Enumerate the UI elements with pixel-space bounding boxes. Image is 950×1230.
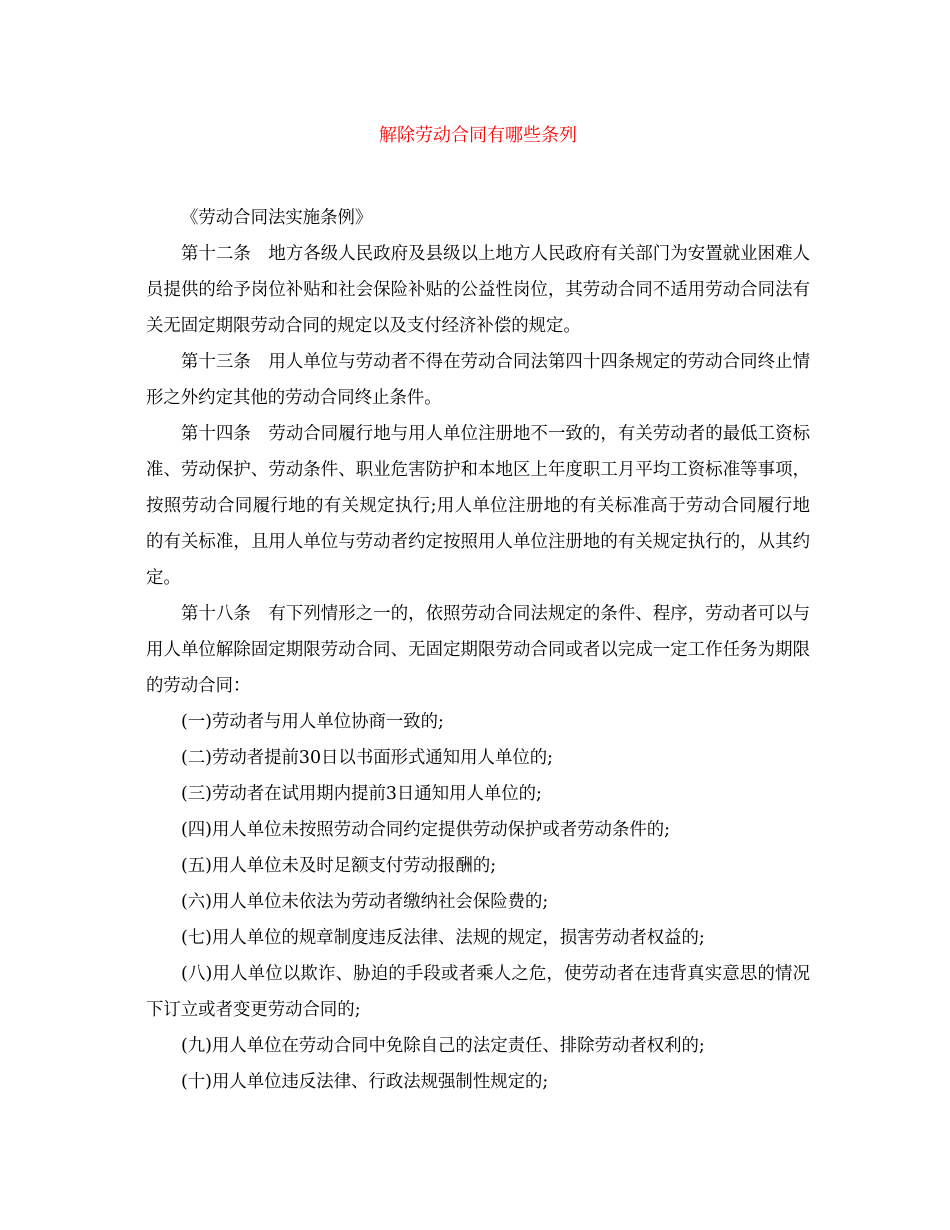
list-item: (六)用人单位未依法为劳动者缴纳社会保险费的; [181,892,549,912]
list-item: (五)用人单位未及时足额支付劳动报酬的; [181,856,497,876]
document-page [146,118,810,1100]
list-item: (三)劳动者在试用期内提前3日通知用人单位的; [181,784,542,804]
law-name: 《劳动合同法实施条例》 [181,208,373,228]
article-18: 第十八条 有下列情形之一的，依照劳动合同法规定的条件、程序，劳动者可以与用人单位解除固定期限劳动合同、无固定期限劳动合同或者以完成一定工作任务为期限的劳动合同： [146,604,810,696]
article-14: 第十四条 劳动合同履行地与用人单位注册地不一致的，有关劳动者的最低工资标准、劳动保护、劳动条件、职业危害防护和本地区上年度职工月平均工资标准等事项，按照劳动合同履行地的有关规定执行;用人单位注册地的有关标准高于劳动合同履行地的有关标准，且用人单位与劳动者约定按照用人单位注册地的有关规定执行的，从其约定。 [146,424,810,588]
article-13: 第十三条 用人单位与劳动者不得在劳动合同法第四十四条规定的劳动合同终止情形之外约定其他的劳动合同终止条件。 [146,352,810,408]
article-12: 第十二条 地方各级人民政府及县级以上地方人民政府有关部门为安置就业困难人员提供的给予岗位补贴和社会保险补贴的公益性岗位，其劳动合同不适用劳动合同法有关无固定期限劳动合同的规定以及支付经济补偿的规定。 [146,244,810,336]
list-item: (七)用人单位的规章制度违反法律、法规的规定，损害劳动者权益的; [181,928,705,948]
list-item: (二)劳动者提前30日以书面形式通知用人单位的; [181,748,553,768]
document-title: 解除劳动合同有哪些条列 [379,125,577,146]
list-item: (四)用人单位未按照劳动合同约定提供劳动保护或者劳动条件的; [181,820,670,840]
list-item: (一)劳动者与用人单位协商一致的; [181,712,444,732]
list-item: (十)用人单位违反法律、行政法规强制性规定的; [181,1072,549,1092]
list-item: (九)用人单位在劳动合同中免除自己的法定责任、排除劳动者权利的; [181,1036,705,1056]
list-item: (八)用人单位以欺诈、胁迫的手段或者乘人之危，使劳动者在违背真实意思的情况下订立或者变更劳动合同的; [146,964,810,1020]
